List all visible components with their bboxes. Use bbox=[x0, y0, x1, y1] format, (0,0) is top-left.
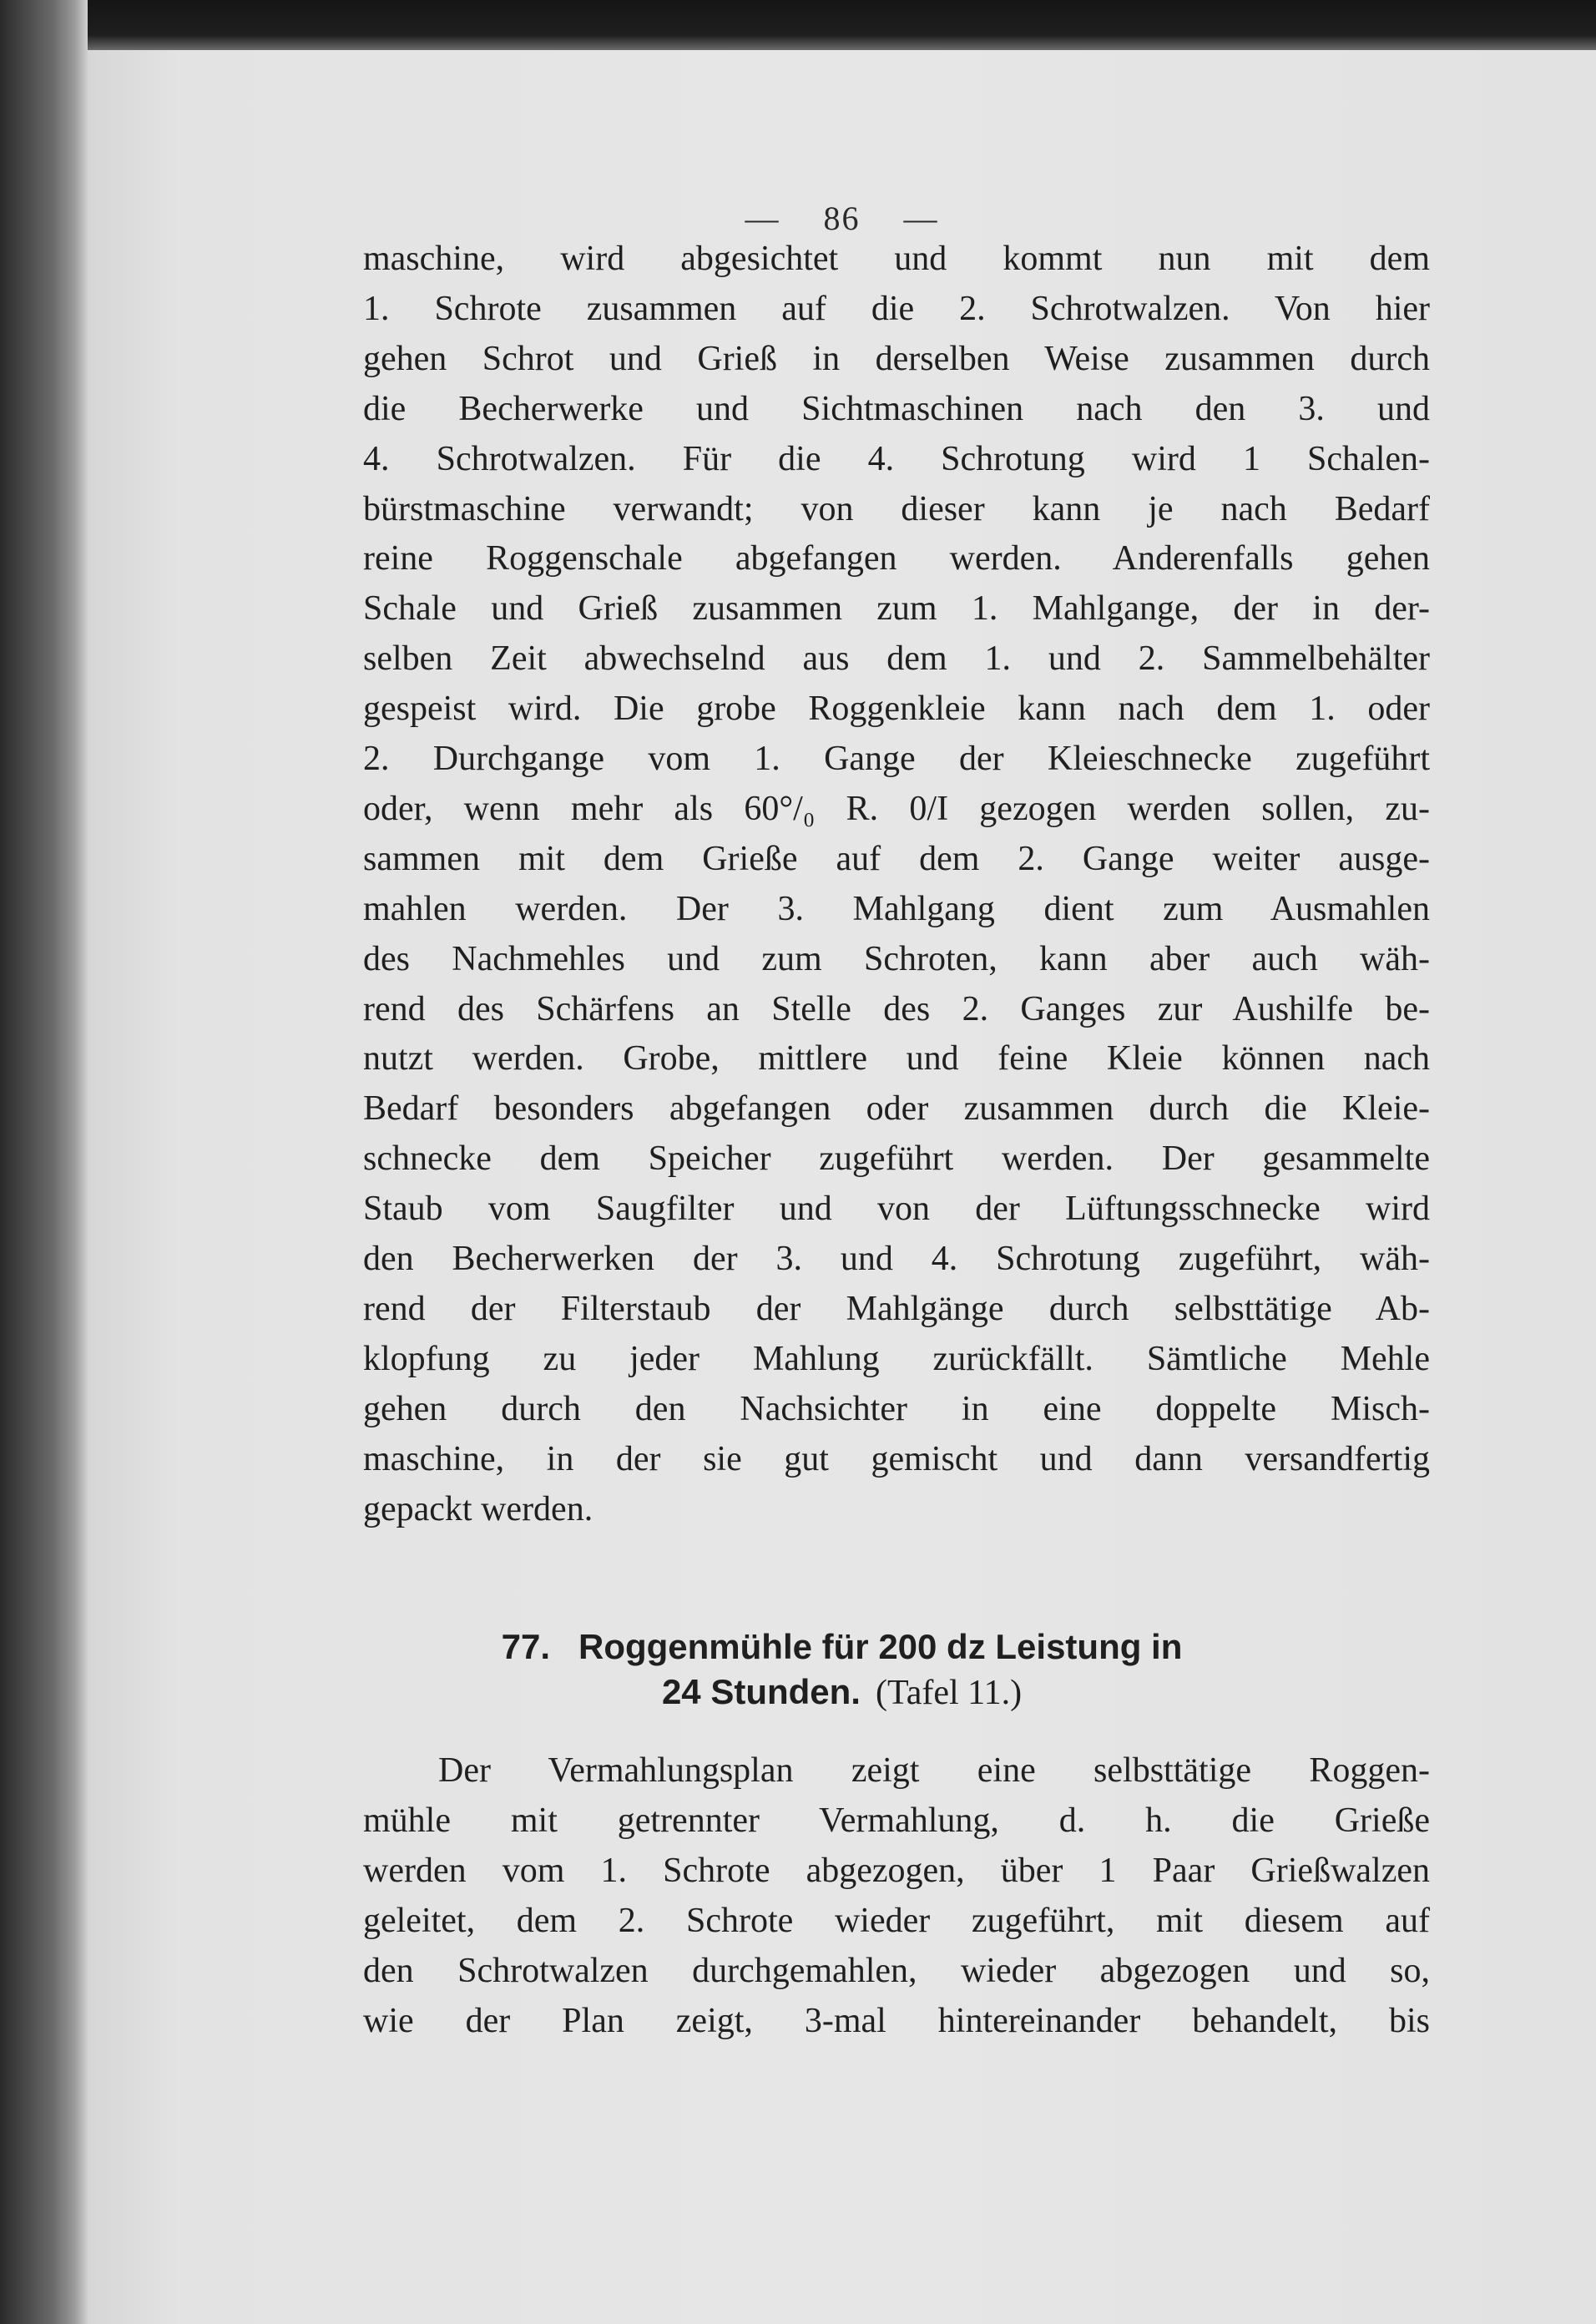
text-line: maschine, in der sie gut gemischt und dann versandfertig bbox=[363, 1439, 1430, 1478]
text-line: rend der Filterstaub der Mahlgänge durch selbsttätige Ab- bbox=[363, 1289, 1430, 1328]
text-line: gehen durch den Nachsichter in eine doppelte Misch- bbox=[363, 1389, 1430, 1428]
text-line: werden vom 1. Schrote abgezogen, über 1 Paar Grießwalzen bbox=[363, 1851, 1430, 1890]
text-line: schnecke dem Speicher zugeführt werden. Der gesammelte bbox=[363, 1139, 1430, 1179]
dash: — bbox=[745, 200, 780, 237]
section-title: Roggenmühle für 200 dz Leistung in bbox=[578, 1627, 1183, 1666]
book-page bbox=[88, 50, 1596, 2324]
text-line: reine Roggenschale abgefangen werden. Anderenfalls gehen bbox=[363, 539, 1430, 578]
text-line: geleitet, dem 2. Schrote wieder zugeführt, mit diesem auf bbox=[363, 1901, 1430, 1940]
text-line: sammen mit dem Grieße auf dem 2. Gange weiter ausge- bbox=[363, 839, 1430, 878]
section-title-cont: 24 Stunden. bbox=[661, 1672, 861, 1711]
text-line: mahlen werden. Der 3. Mahlgang dient zum Ausmahlen bbox=[363, 889, 1430, 928]
text-line: Der Vermahlungsplan zeigt eine selbsttätige Roggen- bbox=[438, 1751, 1430, 1790]
text-line: die Becherwerke und Sichtmaschinen nach den 3. und bbox=[363, 389, 1430, 428]
text-line: oder, wenn mehr als 60°/₀ R. 0/I gezogen werden sollen, zu- bbox=[363, 789, 1430, 828]
text-line: den Becherwerken der 3. und 4. Schrotung zugeführt, wäh- bbox=[363, 1240, 1430, 1278]
text-line: Bedarf besonders abgefangen oder zusammen durch die Kleie- bbox=[363, 1089, 1430, 1129]
plate-reference: (Tafel 11.) bbox=[875, 1674, 1023, 1712]
text-line: gepackt werden. bbox=[363, 1489, 593, 1528]
text-line: mühle mit getrennter Vermahlung, d. h. die Grieße bbox=[363, 1801, 1430, 1840]
dash: — bbox=[903, 200, 939, 237]
text-line: 2. Durchgange vom 1. Gange der Kleieschnecke zugeführt bbox=[363, 740, 1430, 778]
text-line: den Schrotwalzen durchgemahlen, wieder abgezogen und so, bbox=[363, 1951, 1430, 1990]
page-number-value: 86 bbox=[823, 200, 861, 237]
text-line: Schale und Grieß zusammen zum 1. Mahlgange, der in der- bbox=[363, 589, 1430, 629]
text-line: klopfung zu jeder Mahlung zurückfällt. Sämtliche Mehle bbox=[363, 1339, 1430, 1378]
section-heading-line-1 bbox=[88, 1626, 1596, 1668]
section-number: 77. bbox=[501, 1627, 550, 1666]
text-line: des Nachmehles und zum Schroten, kann aber auch wäh- bbox=[363, 939, 1430, 978]
text-line: 1. Schrote zusammen auf die 2. Schrotwalzen. Von hier bbox=[363, 289, 1430, 328]
text-line: wie der Plan zeigt, 3-mal hintereinander behandelt, bis bbox=[363, 2001, 1430, 2040]
text-line: maschine, wird abgesichtet und kommt nun mit dem bbox=[363, 240, 1430, 278]
section-heading-line-2 bbox=[88, 1671, 1596, 1714]
text-line: selben Zeit abwechselnd aus dem 1. und 2. Sammelbehälter bbox=[363, 639, 1430, 679]
text-line: gespeist wird. Die grobe Roggenkleie kann nach dem 1. oder bbox=[363, 690, 1430, 729]
text-line: bürstmaschine verwandt; von dieser kann je nach Bedarf bbox=[363, 489, 1430, 528]
page-number bbox=[88, 199, 1596, 238]
text-line: Staub vom Saugfilter und von der Lüftungsschnecke wird bbox=[363, 1190, 1430, 1229]
text-line: gehen Schrot und Grieß in derselben Weise zusammen durch bbox=[363, 339, 1430, 378]
text-line: rend des Schärfens an Stelle des 2. Ganges zur Aushilfe be- bbox=[363, 989, 1430, 1028]
text-line: nutzt werden. Grobe, mittlere und feine Kleie können nach bbox=[363, 1039, 1430, 1079]
scan-border-top bbox=[0, 0, 1596, 50]
text-line: 4. Schrotwalzen. Für die 4. Schrotung wird 1 Schalen- bbox=[363, 439, 1430, 478]
scan-border-left bbox=[0, 0, 88, 2324]
